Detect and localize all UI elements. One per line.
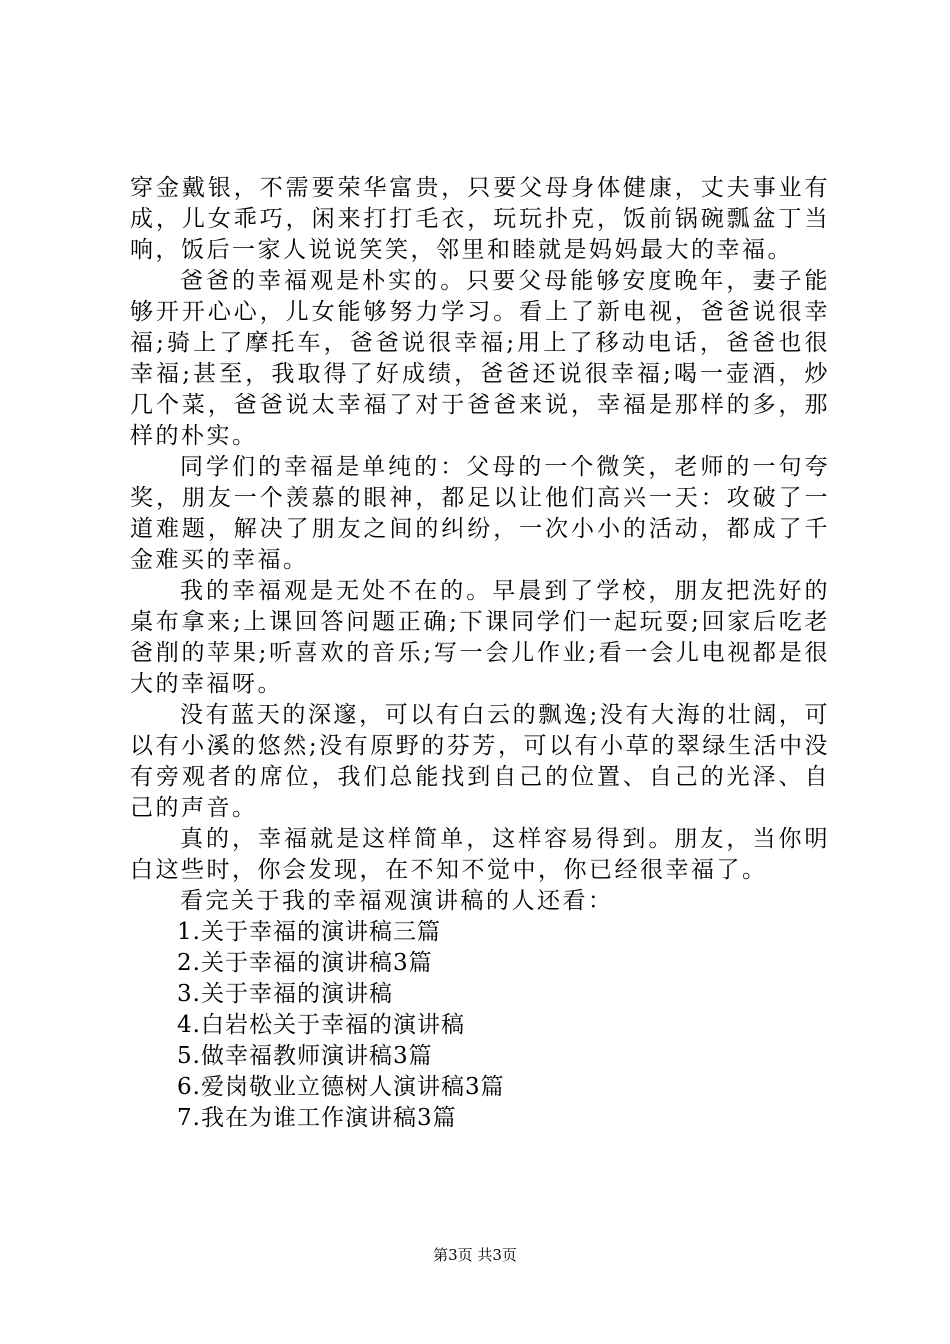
related-article-link[interactable]: 2.关于幸福的演讲稿3篇 <box>177 950 433 976</box>
related-articles-intro: 看完关于我的幸福观演讲稿的人还看： <box>180 888 614 914</box>
related-article-link[interactable]: 1.关于幸福的演讲稿三篇 <box>177 919 441 945</box>
paragraph-mother-happiness: 穿金戴银，不需要荣华富贵，只要父母身体健康，丈夫事业有成，儿女乖巧，闲来打打毛衣，玩玩扑克，饭前锅碗瓢盆丁当响，饭后一家人说说笑笑，邻里和睦就是妈妈最大的幸福。 <box>130 175 830 263</box>
paragraph-father-happiness: 爸爸的幸福观是朴实的。只要父母能够安度晚年，妻子能够开开心心，儿女能够努力学习。看上了新电视，爸爸说很幸福;骑上了摩托车，爸爸说很幸福;用上了移动电话，爸爸也很幸福;甚至，我取得了好成绩，爸爸还说很幸福;喝一壶酒，炒几个菜，爸爸说太幸福了对于爸爸来说，幸福是那样的多，那样的朴实。 <box>130 268 830 449</box>
page-number-label: 第3页 共3页 <box>433 1246 517 1264</box>
related-article-link[interactable]: 3.关于幸福的演讲稿 <box>177 981 393 1007</box>
related-article-link[interactable]: 7.我在为谁工作演讲稿3篇 <box>177 1105 457 1131</box>
paragraph-my-happiness: 我的幸福观是无处不在的。早晨到了学校，朋友把洗好的桌布拿来;上课回答问题正确;下课同学们一起玩耍;回家后吃老爸削的苹果;听喜欢的音乐;写一会儿作业;看一会儿电视都是很大的幸福呀。 <box>130 578 830 697</box>
related-article-link[interactable]: 4.白岩松关于幸福的演讲稿 <box>177 1012 465 1038</box>
related-articles-list <box>130 917 830 1134</box>
paragraph-classmates-happiness: 同学们的幸福是单纯的：父母的一个微笑，老师的一句夸奖，朋友一个羡慕的眼神，都足以让他们高兴一天：攻破了一道难题，解决了朋友之间的纠纷，一次小小的活动，都成了千金难买的幸福。 <box>130 454 830 573</box>
page-footer <box>0 1245 950 1265</box>
related-article-link[interactable]: 5.做幸福教师演讲稿3篇 <box>177 1043 433 1069</box>
paragraph-metaphor: 没有蓝天的深邃，可以有白云的飘逸;没有大海的壮阔，可以有小溪的悠然;没有原野的芬芳，可以有小草的翠绿生活中没有旁观者的席位，我们总能找到自己的位置、自己的光泽、自己的声音。 <box>130 702 830 821</box>
document-body <box>130 173 830 1134</box>
related-article-link[interactable]: 6.爱岗敬业立德树人演讲稿3篇 <box>177 1074 505 1100</box>
paragraph-conclusion: 真的，幸福就是这样简单，这样容易得到。朋友，当你明白这些时，你会发现，在不知不觉中，你已经很幸福了。 <box>130 826 830 883</box>
